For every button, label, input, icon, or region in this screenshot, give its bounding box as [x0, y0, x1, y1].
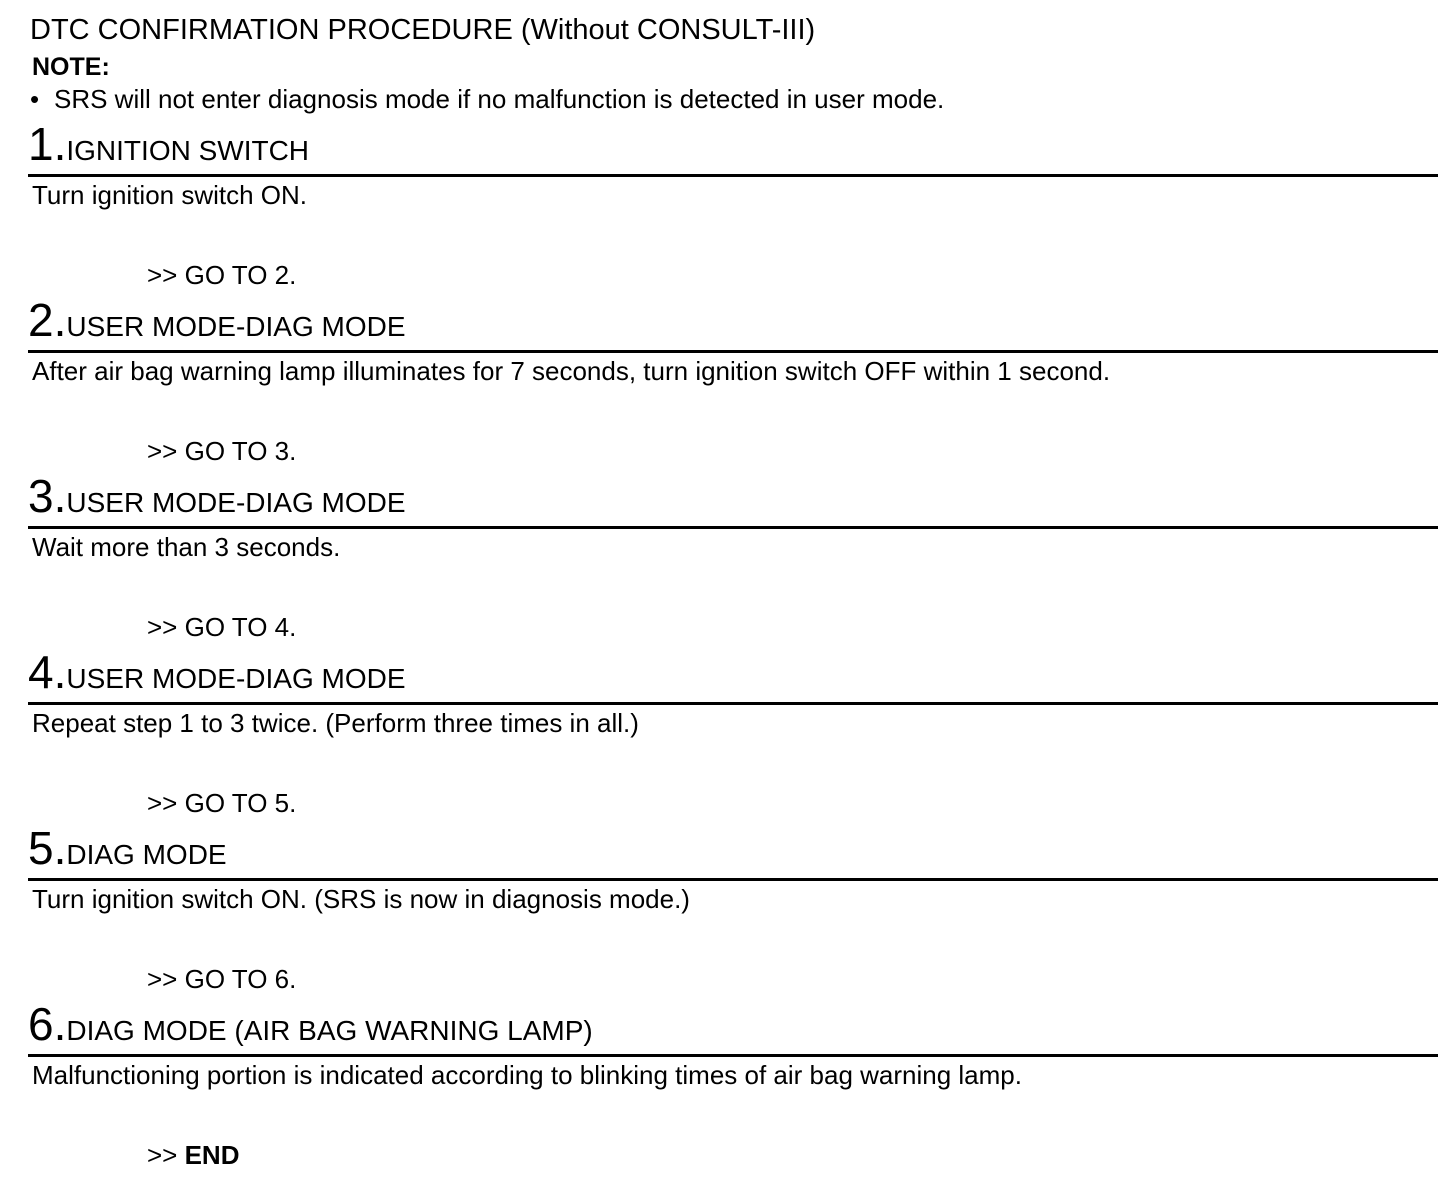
note-label: NOTE:: [32, 53, 110, 81]
step-divider: [28, 526, 1438, 529]
step-1: [0, 118, 1456, 294]
step-instruction: Wait more than 3 seconds.: [32, 532, 341, 562]
goto-target: GO TO 5.: [184, 788, 297, 818]
step-number: 2: [28, 294, 54, 346]
note-item-text: SRS will not enter diagnosis mode if no malfunction is detected in user mode.: [54, 84, 945, 114]
step-goto: [147, 786, 296, 820]
goto-prefix: >>: [147, 436, 185, 466]
step-number-dot: .: [53, 822, 67, 874]
step-goto: [147, 962, 296, 996]
step-header: [28, 294, 406, 346]
step-divider: [28, 174, 1438, 177]
step-title: DIAG MODE: [66, 839, 227, 870]
goto-prefix: >>: [147, 260, 185, 290]
step-number: 4: [28, 646, 54, 698]
step-number: 1: [28, 118, 54, 170]
goto-prefix: >>: [147, 1140, 185, 1170]
step-title: USER MODE-DIAG MODE: [66, 487, 406, 518]
goto-target: GO TO 4.: [184, 612, 297, 642]
step-instruction: Malfunctioning portion is indicated according to blinking times of air bag warning lamp.: [32, 1060, 1022, 1090]
step-header: [28, 118, 309, 170]
step-title: USER MODE-DIAG MODE: [66, 311, 406, 342]
page-title: DTC CONFIRMATION PROCEDURE (Without CONSULT-III): [30, 14, 816, 46]
step-header: [28, 822, 227, 874]
goto-prefix: >>: [147, 964, 185, 994]
step-title: IGNITION SWITCH: [66, 135, 310, 166]
goto-prefix: >>: [147, 612, 185, 642]
step-instruction: After air bag warning lamp illuminates for 7 seconds, turn ignition switch OFF within 1 second.: [32, 356, 1111, 386]
step-title: DIAG MODE (AIR BAG WARNING LAMP): [66, 1015, 593, 1046]
end-label: END: [184, 1140, 240, 1170]
step-4: [0, 646, 1456, 822]
step-number-dot: .: [53, 118, 67, 170]
step-number-dot: .: [53, 998, 67, 1050]
goto-target: GO TO 2.: [184, 260, 297, 290]
step-number: 3: [28, 470, 54, 522]
step-number: 5: [28, 822, 54, 874]
goto-prefix: >>: [147, 788, 185, 818]
step-number: 6: [28, 998, 54, 1050]
step-header: [28, 998, 593, 1050]
step-title: USER MODE-DIAG MODE: [66, 663, 406, 694]
goto-target: GO TO 6.: [184, 964, 297, 994]
goto-target: GO TO 3.: [184, 436, 297, 466]
step-goto: [147, 258, 296, 292]
step-divider: [28, 878, 1438, 881]
step-instruction: Turn ignition switch ON. (SRS is now in diagnosis mode.): [32, 884, 690, 914]
step-divider: [28, 350, 1438, 353]
step-3: [0, 470, 1456, 646]
step-end: [147, 1138, 240, 1172]
step-divider: [28, 702, 1438, 705]
step-number-dot: .: [53, 470, 67, 522]
note-item: [30, 84, 944, 114]
step-2: [0, 294, 1456, 470]
step-5: [0, 822, 1456, 998]
step-number-dot: .: [53, 294, 67, 346]
step-6: [0, 998, 1456, 1174]
step-divider: [28, 1054, 1438, 1057]
step-goto: [147, 610, 296, 644]
step-instruction: Repeat step 1 to 3 twice. (Perform three times in all.): [32, 708, 639, 738]
bullet-icon: •: [30, 84, 40, 114]
step-number-dot: .: [53, 646, 67, 698]
step-header: [28, 470, 406, 522]
step-goto: [147, 434, 296, 468]
step-instruction: Turn ignition switch ON.: [32, 180, 308, 210]
step-header: [28, 646, 406, 698]
